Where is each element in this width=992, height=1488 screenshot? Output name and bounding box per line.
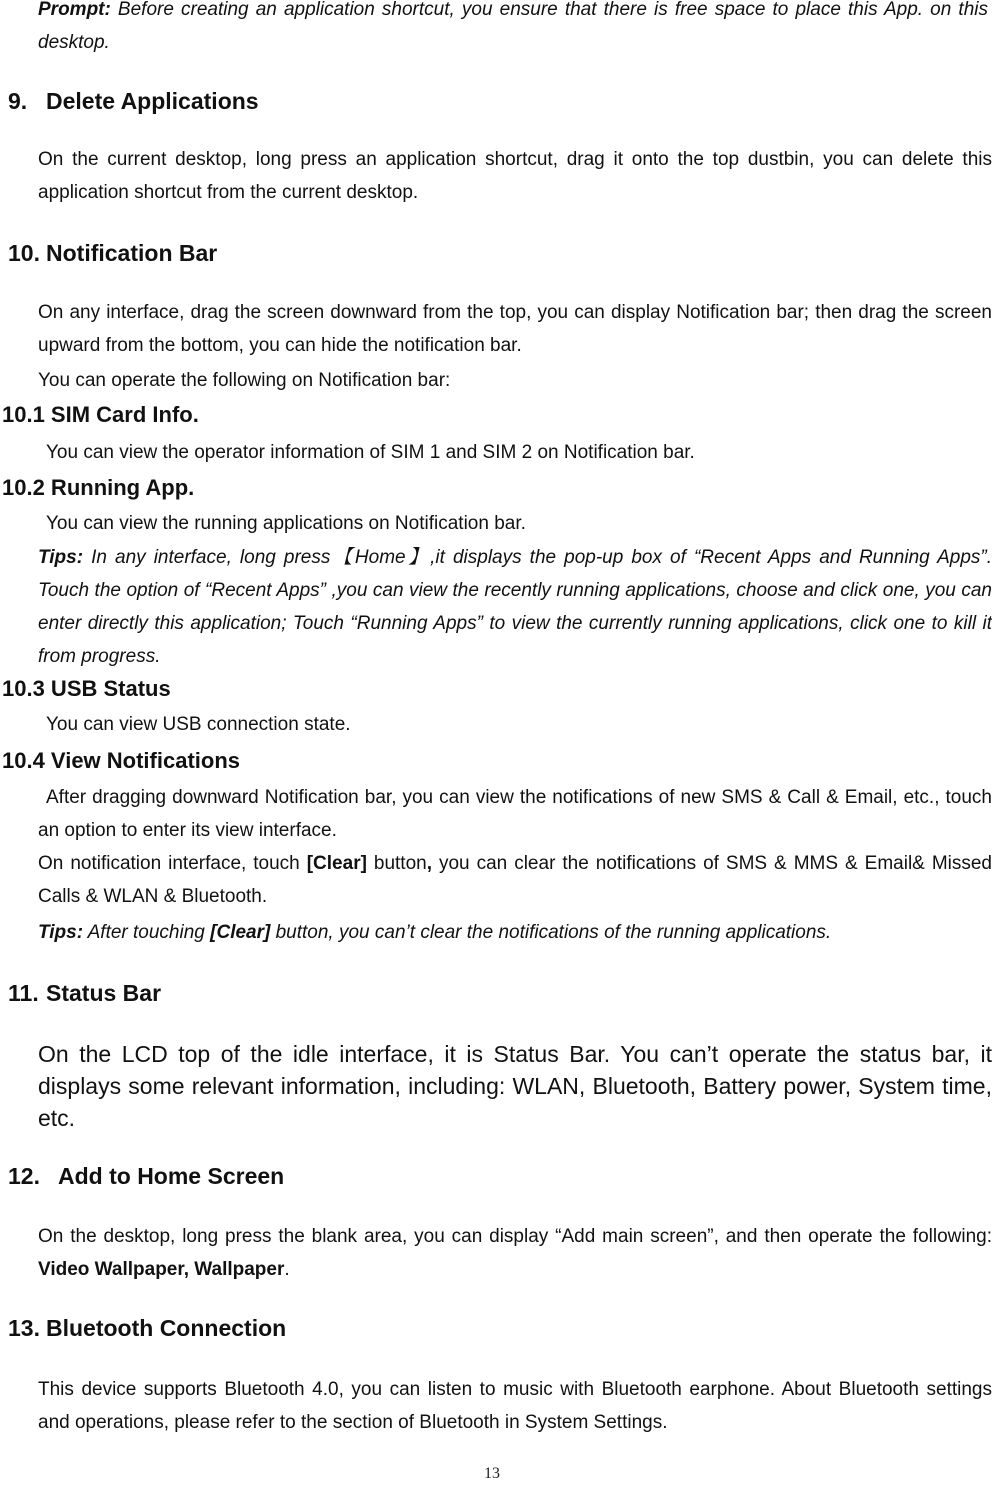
tips-pre: After touching bbox=[83, 922, 211, 943]
subsection-10-2-title: 10.2 Running App. bbox=[2, 475, 195, 500]
body-pre: On the desktop, long press the blank area, you can display “Add main screen”, and then operate the following: bbox=[38, 1226, 992, 1247]
section-11-heading bbox=[8, 980, 161, 1007]
section-11-body: On the LCD top of the idle interface, it is Status Bar. You can’t operate the status bar, it displays some relevant information, including: WLAN, Bluetooth, Battery power, System time, etc. bbox=[38, 1041, 992, 1131]
section-13-number: 13. bbox=[8, 1315, 40, 1341]
section-9-number: 9. bbox=[8, 88, 28, 114]
prompt-paragraph bbox=[38, 0, 988, 59]
subsection-10-1-title: 10.1 SIM Card Info. bbox=[2, 402, 199, 427]
section-12-heading bbox=[8, 1163, 284, 1190]
prompt-label: Prompt: bbox=[38, 0, 111, 20]
section-12-title: Add to Home Screen bbox=[58, 1163, 285, 1189]
subsection-10-4-title: 10.4 View Notifications bbox=[2, 748, 241, 773]
section-13-body: This device supports Bluetooth 4.0, you can listen to music with Bluetooth earphone. About Bluetooth settings and operations, please refer to the section of Bluetooth in System Settings. bbox=[38, 1379, 992, 1433]
body2-comma: , bbox=[426, 853, 433, 874]
section-13-heading bbox=[8, 1315, 286, 1342]
section-10-heading bbox=[8, 240, 217, 267]
section-10-body2: You can operate the following on Notification bar: bbox=[38, 370, 451, 391]
tips-clear-ref: [Clear] bbox=[210, 922, 271, 943]
body2-mid: button bbox=[366, 853, 427, 874]
section-9-body: On the current desktop, long press an application shortcut, drag it onto the top dustbin, you can delete this application shortcut from the current desktop. bbox=[38, 149, 992, 203]
section-10-number: 10. bbox=[8, 240, 40, 266]
prompt-text: Before creating an application shortcut, you ensure that there is free space to place this App. on this desktop. bbox=[38, 0, 988, 53]
section-10-title: Notification Bar bbox=[46, 240, 218, 266]
subsection-10-4-tips bbox=[38, 916, 992, 949]
clear-button-ref: [Clear] bbox=[306, 853, 367, 874]
body2-post: you can clear the notifications of SMS & MMS & Email& Missed Calls & WLAN & Bluetooth. bbox=[38, 853, 992, 907]
section-9-title: Delete Applications bbox=[46, 88, 259, 114]
tips-label: Tips: bbox=[38, 547, 84, 568]
subsection-10-2-body: You can view the running applications on Notification bar. bbox=[46, 513, 526, 534]
subsection-10-1-body: You can view the operator information of SIM 1 and SIM 2 on Notification bar. bbox=[46, 442, 695, 463]
subsection-10-3-title: 10.3 USB Status bbox=[2, 676, 171, 701]
subsection-10-2-tips bbox=[38, 541, 992, 673]
wallpaper-options: Video Wallpaper, Wallpaper bbox=[38, 1259, 285, 1280]
body-post: . bbox=[284, 1259, 290, 1280]
subsection-10-4-body1: After dragging downward Notification bar, you can view the notifications of new SMS & Call & Email, etc., touch an option to enter its view interface. bbox=[38, 787, 992, 841]
section-13-title: Bluetooth Connection bbox=[46, 1315, 287, 1341]
section-12-number: 12. bbox=[8, 1163, 40, 1189]
tips-text: In any interface, long press【Home】,it displays the pop-up box of “Recent Apps and Running Apps”. Touch the option of “Recent Apps” ,you can view the recently running applications, choose and click one, you can enter directly this application; Touch “Running Apps” to view the currently running applications, click one to kill it from progress. bbox=[38, 547, 992, 667]
page-number: 13 bbox=[484, 1465, 500, 1482]
body2-pre: On notification interface, touch bbox=[38, 853, 307, 874]
subsection-10-4-body2 bbox=[38, 847, 992, 913]
section-11-number: 11. bbox=[8, 980, 39, 1006]
subsection-10-3-body: You can view USB connection state. bbox=[46, 714, 351, 735]
tips-post: button, you can’t clear the notifications of the running applications. bbox=[270, 922, 832, 943]
section-11-title: Status Bar bbox=[46, 980, 162, 1006]
tips-label: Tips: bbox=[38, 922, 84, 943]
section-10-body1: On any interface, drag the screen downward from the top, you can display Notification bar; then drag the screen upward from the bottom, you can hide the notification bar. bbox=[38, 302, 992, 356]
section-9-heading bbox=[8, 88, 259, 115]
section-12-body bbox=[38, 1220, 992, 1286]
